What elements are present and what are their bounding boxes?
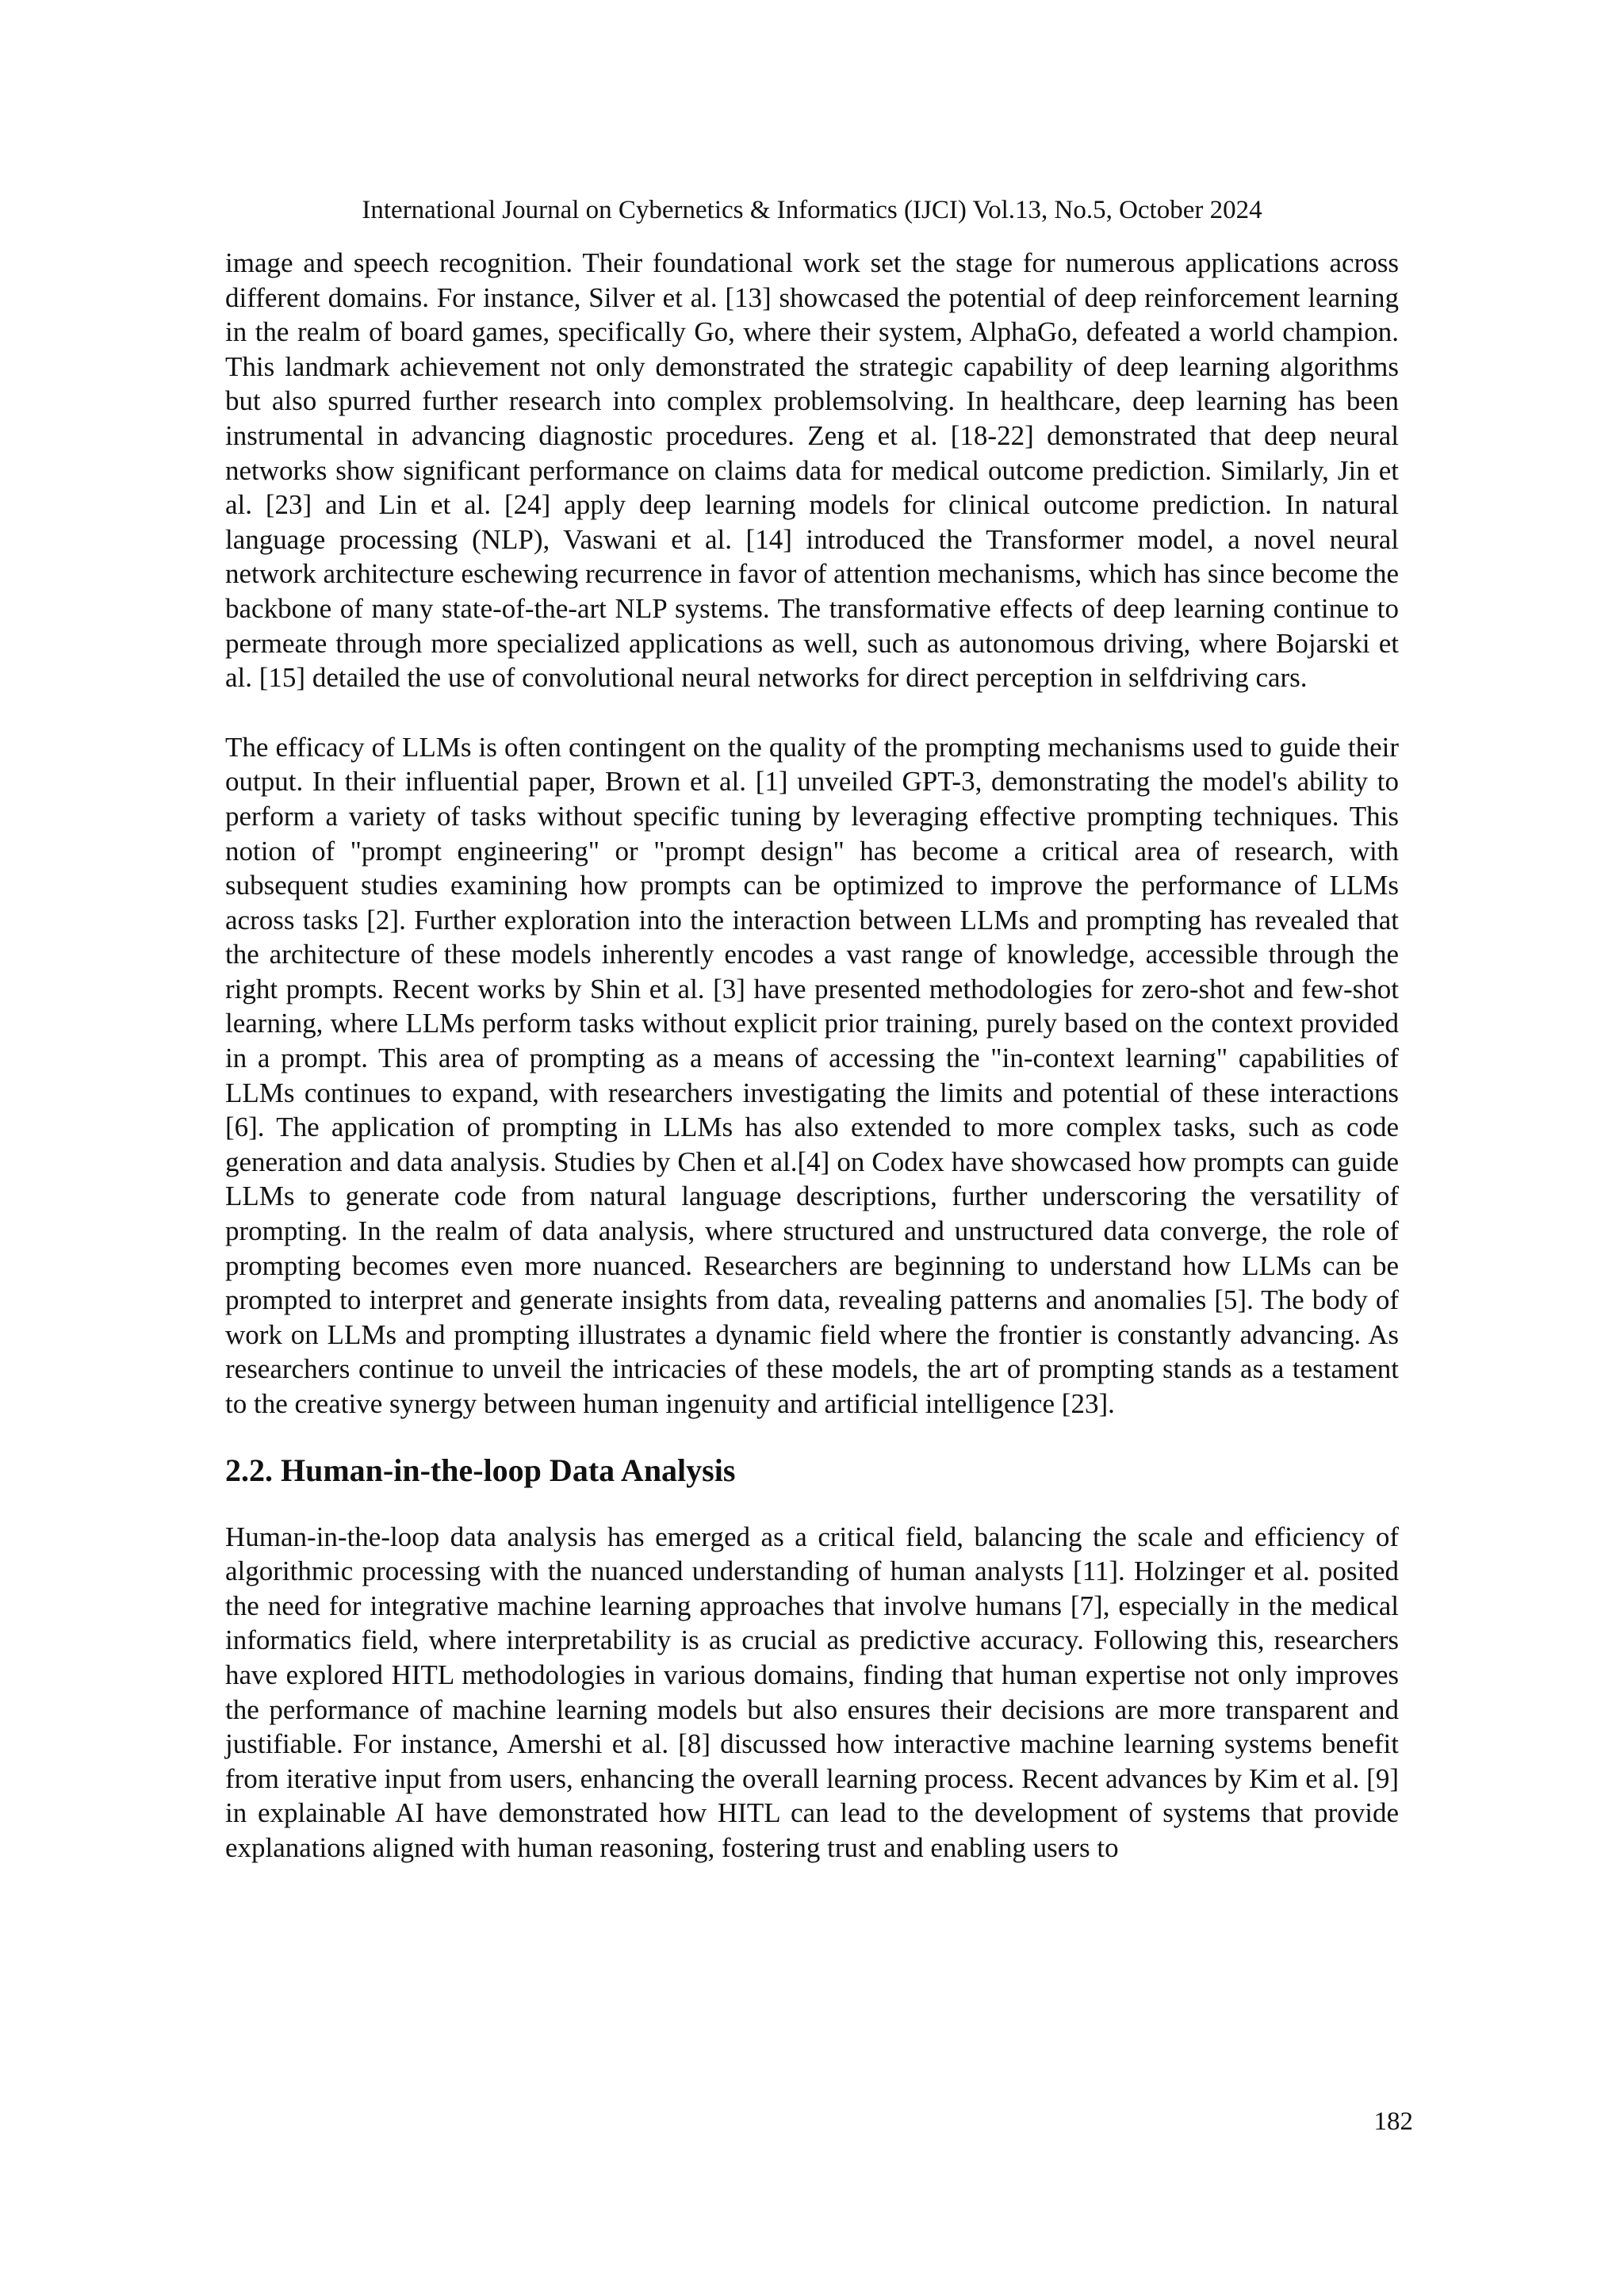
section-number: 2.2.	[225, 1452, 273, 1488]
paragraph-hitl-analysis: Human-in-the-loop data analysis has emerged as a critical field, balancing the scale and efficiency of algorithmic processing with the nuanced understanding of human analysts [11]. Holzinger et al. posited the need for integrative machine learning approaches that involve humans [7], especially in the medical informatics field, where interpretability is as crucial as predictive accuracy. Following this, researchers have explored HITL methodologies in various domains, finding that human expertise not only improves the performance of machine learning models but also ensures their decisions are more transparent and justifiable. For instance, Amershi et al. [8] discussed how interactive machine learning systems benefit from iterative input from users, enhancing the overall learning process. Recent advances by Kim et al. [9] in explainable AI have demonstrated how HITL can lead to the development of systems that provide explanations aligned with human reasoning, fostering trust and enabling users to	[225, 1521, 1399, 1863]
section-title: Human-in-the-loop Data Analysis	[281, 1452, 736, 1488]
section-heading	[225, 1452, 1399, 1490]
paragraph-llm-prompting: The efficacy of LLMs is often contingent on the quality of the prompting mechanisms used to guide their output. In their influential paper, Brown et al. [1] unveiled GPT-3, demonstrating the model's ability to perform a variety of tasks without specific tuning by leveraging effective prompting techniques. This notion of "prompt engineering" or "prompt design" has become a critical area of research, with subsequent studies examining how prompts can be optimized to improve the performance of LLMs across tasks [2]. Further exploration into the interaction between LLMs and prompting has revealed that the architecture of these models inherently encodes a vast range of knowledge, accessible through the right prompts. Recent works by Shin et al. [3] have presented methodologies for zero-shot and few-shot learning, where LLMs perform tasks without explicit prior training, purely based on the context provided in a prompt. This area of prompting as a means of accessing the "in-context learning" capabilities of LLMs continues to expand, with researchers investigating the limits and potential of these interactions [6]. The application of prompting in LLMs has also extended to more complex tasks, such as code generation and data analysis. Studies by Chen et al.[4] on Codex have showcased how prompts can guide LLMs to generate code from natural language descriptions, further underscoring the versatility of prompting. In the realm of data analysis, where structured and unstructured data converge, the role of prompting becomes even more nuanced. Researchers are beginning to understand how LLMs can be prompted to interpret and generate insights from data, revealing patterns and anomalies [5]. The body of work on LLMs and prompting illustrates a dynamic field where the frontier is constantly advancing. As researchers continue to unveil the intricacies of these models, the art of prompting stands as a testament to the creative synergy between human ingenuity and artificial intelligence [23].	[225, 731, 1399, 1419]
paragraph-deep-learning-applications: image and speech recognition. Their foundational work set the stage for numerous applications across different domains. For instance, Silver et al. [13] showcased the potential of deep reinforcement learning in the realm of board games, specifically Go, where their system, AlphaGo, defeated a world champion. This landmark achievement not only demonstrated the strategic capability of deep learning algorithms but also spurred further research into complex problemsolving. In healthcare, deep learning has been instrumental in advancing diagnostic procedures. Zeng et al. [18-22] demonstrated that deep neural networks show significant performance on claims data for medical outcome prediction. Similarly, Jin et al. [23] and Lin et al. [24] apply deep learning models for clinical outcome prediction. In natural language processing (NLP), Vaswani et al. [14] introduced the Transformer model, a novel neural network architecture eschewing recurrence in favor of attention mechanisms, which has since become the backbone of many state-of-the-art NLP systems. The transformative effects of deep learning continue to permeate through more specialized applications as well, such as autonomous driving, where Bojarski et al. [15] detailed the use of convolutional neural networks for direct perception in selfdriving cars.	[225, 247, 1399, 694]
page-number: 182	[1373, 2107, 1413, 2136]
body-column	[225, 246, 1399, 1866]
running-header: International Journal on Cybernetics & Informatics (IJCI) Vol.13, No.5, October 2024	[362, 196, 1262, 224]
paragraph-spacer	[225, 695, 1399, 730]
